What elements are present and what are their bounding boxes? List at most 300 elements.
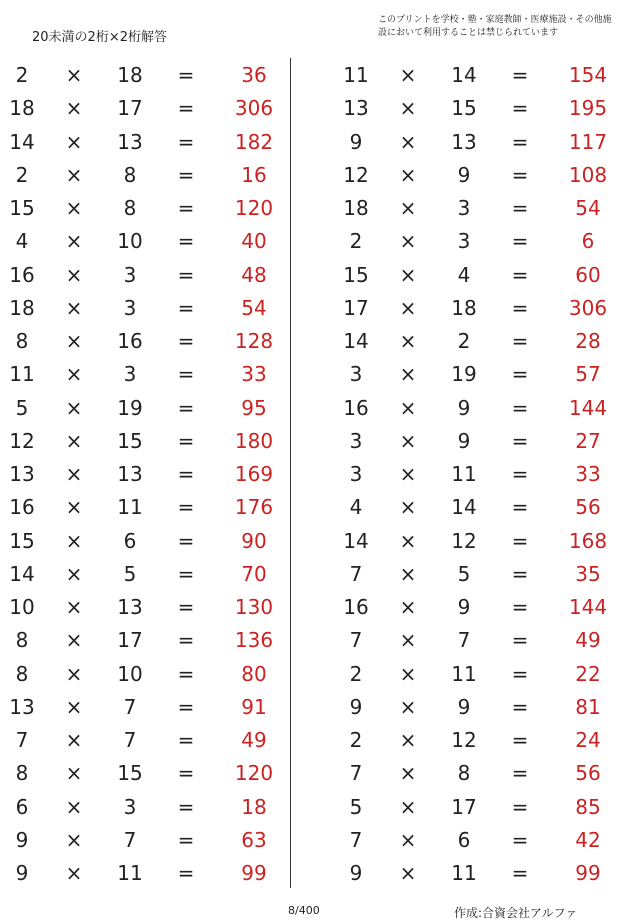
answer: 108 [568, 162, 608, 187]
times-sign: × [65, 694, 83, 719]
operand-b: 9 [457, 694, 471, 719]
operand-b: 7 [123, 827, 137, 852]
problem-row [334, 357, 624, 390]
problem-row [0, 324, 290, 357]
equals-sign: = [177, 827, 195, 852]
operand-a: 8 [15, 661, 29, 686]
answer: 54 [241, 295, 267, 320]
equals-sign: = [177, 262, 195, 287]
times-sign: × [399, 162, 417, 187]
times-sign: × [399, 827, 417, 852]
problem-row [0, 524, 290, 557]
problem-row [0, 258, 290, 291]
times-sign: × [399, 561, 417, 586]
operand-a: 3 [349, 462, 363, 486]
operand-a: 11 [343, 63, 369, 87]
equals-sign: = [511, 694, 529, 719]
times-sign: × [65, 595, 83, 619]
operand-a: 14 [9, 129, 35, 154]
times-sign: × [399, 628, 417, 653]
answer: 136 [234, 628, 274, 653]
equals-sign: = [511, 861, 529, 885]
equals-sign: = [177, 229, 195, 254]
answer: 306 [568, 295, 608, 320]
problem-row [334, 723, 624, 756]
equals-sign: = [177, 295, 195, 320]
times-sign: × [399, 694, 417, 719]
operand-b: 11 [451, 661, 477, 686]
problem-row [334, 490, 624, 523]
times-sign: × [65, 63, 83, 87]
operand-a: 14 [343, 528, 369, 553]
problem-row [0, 457, 290, 490]
operand-b: 15 [451, 96, 477, 121]
operand-a: 18 [343, 196, 369, 220]
operand-b: 9 [457, 162, 471, 187]
operand-b: 11 [451, 861, 477, 885]
equals-sign: = [511, 295, 529, 320]
operand-b: 13 [117, 462, 143, 486]
problem-row [334, 524, 624, 557]
operand-b: 17 [451, 794, 477, 819]
operand-b: 14 [451, 63, 477, 87]
problem-row [334, 258, 624, 291]
answer: 95 [241, 395, 267, 420]
problem-row [334, 158, 624, 191]
operand-b: 3 [123, 794, 137, 819]
times-sign: × [399, 462, 417, 486]
answer: 35 [575, 561, 601, 586]
answer: 33 [575, 462, 601, 486]
answer: 56 [575, 761, 601, 786]
operand-a: 9 [15, 827, 29, 852]
left-problem-column [0, 58, 290, 889]
operand-b: 6 [457, 827, 471, 852]
equals-sign: = [177, 495, 195, 520]
answer: 120 [234, 196, 274, 220]
times-sign: × [399, 329, 417, 353]
equals-sign: = [511, 495, 529, 520]
operand-a: 13 [9, 462, 35, 486]
problem-row [334, 125, 624, 158]
operand-a: 7 [15, 728, 29, 752]
operand-a: 12 [9, 428, 35, 453]
problem-row [334, 856, 624, 889]
equals-sign: = [511, 162, 529, 187]
operand-a: 2 [15, 63, 29, 87]
problem-row [0, 690, 290, 723]
problem-row [334, 324, 624, 357]
equals-sign: = [511, 661, 529, 686]
times-sign: × [65, 661, 83, 686]
times-sign: × [399, 362, 417, 387]
operand-a: 3 [349, 362, 363, 387]
operand-a: 15 [9, 196, 35, 220]
problem-row [0, 357, 290, 390]
answer: 144 [568, 595, 608, 619]
operand-a: 2 [15, 162, 29, 187]
answer: 85 [575, 794, 601, 819]
times-sign: × [399, 129, 417, 154]
problem-row [334, 391, 624, 424]
times-sign: × [399, 428, 417, 453]
equals-sign: = [511, 395, 529, 420]
times-sign: × [65, 561, 83, 586]
operand-a: 7 [349, 827, 363, 852]
problem-row [334, 224, 624, 257]
problem-row [0, 756, 290, 789]
equals-sign: = [511, 528, 529, 553]
answer: 128 [234, 329, 274, 353]
problem-row [334, 590, 624, 623]
equals-sign: = [511, 561, 529, 586]
times-sign: × [65, 761, 83, 786]
right-problem-column [334, 58, 624, 889]
times-sign: × [65, 495, 83, 520]
equals-sign: = [177, 761, 195, 786]
operand-b: 11 [117, 861, 143, 885]
operand-b: 7 [123, 694, 137, 719]
operand-b: 3 [123, 295, 137, 320]
operand-b: 18 [117, 63, 143, 87]
answer: 81 [575, 694, 601, 719]
operand-b: 12 [451, 528, 477, 553]
problem-row [334, 657, 624, 690]
times-sign: × [65, 794, 83, 819]
operand-a: 7 [349, 628, 363, 653]
operand-a: 16 [9, 262, 35, 287]
operand-a: 8 [15, 329, 29, 353]
operand-a: 13 [343, 96, 369, 121]
times-sign: × [399, 295, 417, 320]
answer: 57 [575, 362, 601, 387]
operand-b: 7 [457, 628, 471, 653]
equals-sign: = [177, 728, 195, 752]
equals-sign: = [511, 428, 529, 453]
answer: 54 [575, 196, 601, 220]
equals-sign: = [511, 462, 529, 486]
operand-a: 18 [9, 96, 35, 121]
operand-b: 8 [457, 761, 471, 786]
operand-b: 3 [457, 229, 471, 254]
equals-sign: = [177, 96, 195, 121]
operand-a: 4 [15, 229, 29, 254]
equals-sign: = [177, 162, 195, 187]
answer: 27 [575, 428, 601, 453]
answer: 63 [241, 827, 267, 852]
times-sign: × [65, 196, 83, 220]
operand-a: 6 [15, 794, 29, 819]
operand-b: 13 [117, 129, 143, 154]
operand-b: 15 [117, 428, 143, 453]
operand-b: 7 [123, 728, 137, 752]
times-sign: × [65, 362, 83, 387]
operand-b: 13 [451, 129, 477, 154]
operand-a: 9 [349, 694, 363, 719]
equals-sign: = [177, 694, 195, 719]
equals-sign: = [177, 362, 195, 387]
operand-b: 17 [117, 96, 143, 121]
page-title: 20未満の2桁×2桁解答 [32, 30, 167, 45]
times-sign: × [399, 794, 417, 819]
problem-row [0, 224, 290, 257]
problem-row [0, 856, 290, 889]
operand-b: 15 [117, 761, 143, 786]
operand-a: 16 [343, 395, 369, 420]
answer: 70 [241, 561, 267, 586]
operand-a: 13 [9, 694, 35, 719]
operand-a: 7 [349, 761, 363, 786]
operand-a: 17 [343, 295, 369, 320]
equals-sign: = [511, 262, 529, 287]
operand-a: 12 [343, 162, 369, 187]
operand-b: 19 [451, 362, 477, 387]
operand-a: 4 [349, 495, 363, 520]
equals-sign: = [511, 96, 529, 121]
problem-row [334, 690, 624, 723]
operand-a: 5 [349, 794, 363, 819]
equals-sign: = [511, 329, 529, 353]
problem-row [0, 191, 290, 224]
operand-b: 3 [123, 362, 137, 387]
times-sign: × [65, 329, 83, 353]
equals-sign: = [177, 628, 195, 653]
problem-row [0, 391, 290, 424]
times-sign: × [399, 661, 417, 686]
operand-b: 3 [123, 262, 137, 287]
problem-row [0, 58, 290, 91]
operand-a: 8 [15, 628, 29, 653]
problem-row [334, 424, 624, 457]
equals-sign: = [511, 628, 529, 653]
problem-row [0, 590, 290, 623]
operand-a: 18 [9, 295, 35, 320]
times-sign: × [399, 262, 417, 287]
problem-row [334, 91, 624, 124]
answer: 49 [575, 628, 601, 653]
operand-b: 5 [123, 561, 137, 586]
answer: 6 [581, 229, 595, 254]
answer: 40 [241, 229, 267, 254]
operand-b: 9 [457, 595, 471, 619]
times-sign: × [399, 495, 417, 520]
answer: 33 [241, 362, 267, 387]
operand-b: 16 [117, 329, 143, 353]
problem-row [0, 790, 290, 823]
equals-sign: = [177, 528, 195, 553]
answer: 99 [575, 861, 601, 885]
problem-row [0, 158, 290, 191]
answer: 99 [241, 861, 267, 885]
operand-b: 9 [457, 395, 471, 420]
problem-row [334, 557, 624, 590]
answer: 117 [568, 129, 608, 154]
operand-b: 8 [123, 196, 137, 220]
operand-a: 16 [343, 595, 369, 619]
equals-sign: = [177, 129, 195, 154]
operand-b: 5 [457, 561, 471, 586]
answer: 42 [575, 827, 601, 852]
times-sign: × [65, 395, 83, 420]
problem-row [0, 125, 290, 158]
page-number: 8/400 [288, 904, 320, 917]
times-sign: × [65, 162, 83, 187]
operand-a: 9 [349, 861, 363, 885]
equals-sign: = [511, 63, 529, 87]
equals-sign: = [177, 861, 195, 885]
problem-row [334, 58, 624, 91]
answer: 168 [568, 528, 608, 553]
times-sign: × [65, 462, 83, 486]
answer: 24 [575, 728, 601, 752]
times-sign: × [65, 229, 83, 254]
answer: 60 [575, 262, 601, 287]
answer: 28 [575, 329, 601, 353]
answer: 195 [568, 96, 608, 121]
problem-row [334, 291, 624, 324]
times-sign: × [399, 395, 417, 420]
answer: 176 [234, 495, 274, 520]
times-sign: × [399, 229, 417, 254]
problem-row [0, 823, 290, 856]
times-sign: × [65, 262, 83, 287]
operand-a: 9 [15, 861, 29, 885]
answer: 36 [241, 63, 267, 87]
operand-a: 8 [15, 761, 29, 786]
answer: 48 [241, 262, 267, 287]
operand-a: 15 [9, 528, 35, 553]
equals-sign: = [177, 395, 195, 420]
times-sign: × [65, 728, 83, 752]
operand-a: 16 [9, 495, 35, 520]
operand-a: 11 [9, 362, 35, 387]
usage-notice: このプリントを学校・塾・家庭教師・医療施設・その他施設において利用することは禁じられています [378, 15, 612, 38]
times-sign: × [399, 761, 417, 786]
answer: 91 [241, 694, 267, 719]
operand-b: 18 [451, 295, 477, 320]
operand-b: 3 [457, 196, 471, 220]
operand-b: 11 [117, 495, 143, 520]
operand-b: 12 [451, 728, 477, 752]
operand-a: 14 [9, 561, 35, 586]
operand-a: 9 [349, 129, 363, 154]
problem-row [0, 557, 290, 590]
times-sign: × [399, 196, 417, 220]
equals-sign: = [177, 196, 195, 220]
equals-sign: = [511, 362, 529, 387]
problem-row [334, 823, 624, 856]
problem-row [334, 623, 624, 656]
column-divider [290, 58, 291, 888]
operand-a: 14 [343, 329, 369, 353]
problem-row [0, 723, 290, 756]
operand-b: 19 [117, 395, 143, 420]
operand-b: 10 [117, 661, 143, 686]
equals-sign: = [177, 428, 195, 453]
answer: 182 [234, 129, 274, 154]
times-sign: × [65, 827, 83, 852]
operand-a: 2 [349, 229, 363, 254]
problem-row [334, 790, 624, 823]
problem-row [334, 191, 624, 224]
answer: 144 [568, 395, 608, 420]
times-sign: × [65, 628, 83, 653]
problem-row [0, 623, 290, 656]
problem-row [0, 91, 290, 124]
operand-b: 10 [117, 229, 143, 254]
answer: 90 [241, 528, 267, 553]
operand-b: 2 [457, 329, 471, 353]
equals-sign: = [177, 63, 195, 87]
operand-a: 15 [343, 262, 369, 287]
times-sign: × [65, 129, 83, 154]
answer: 56 [575, 495, 601, 520]
answer: 120 [234, 761, 274, 786]
answer: 22 [575, 661, 601, 686]
operand-b: 4 [457, 262, 471, 287]
times-sign: × [65, 96, 83, 121]
times-sign: × [65, 528, 83, 553]
answer: 130 [234, 595, 274, 619]
times-sign: × [65, 295, 83, 320]
answer: 306 [234, 96, 274, 121]
equals-sign: = [511, 794, 529, 819]
operand-a: 2 [349, 661, 363, 686]
equals-sign: = [511, 761, 529, 786]
operand-a: 10 [9, 595, 35, 619]
operand-b: 6 [123, 528, 137, 553]
times-sign: × [399, 728, 417, 752]
times-sign: × [399, 63, 417, 87]
operand-b: 11 [451, 462, 477, 486]
operand-a: 2 [349, 728, 363, 752]
equals-sign: = [177, 561, 195, 586]
operand-b: 14 [451, 495, 477, 520]
equals-sign: = [177, 329, 195, 353]
problem-row [0, 490, 290, 523]
problem-row [0, 657, 290, 690]
times-sign: × [399, 861, 417, 885]
answer: 16 [241, 162, 267, 187]
times-sign: × [399, 528, 417, 553]
operand-a: 7 [349, 561, 363, 586]
equals-sign: = [511, 728, 529, 752]
times-sign: × [399, 96, 417, 121]
answer: 49 [241, 728, 267, 752]
equals-sign: = [511, 595, 529, 619]
problem-row [0, 424, 290, 457]
operand-b: 9 [457, 428, 471, 453]
answer: 154 [568, 63, 608, 87]
operand-b: 13 [117, 595, 143, 619]
author-credit: 作成:合資会社アルファ [454, 906, 578, 920]
equals-sign: = [511, 129, 529, 154]
operand-a: 3 [349, 428, 363, 453]
operand-b: 17 [117, 628, 143, 653]
answer: 169 [234, 462, 274, 486]
equals-sign: = [177, 794, 195, 819]
equals-sign: = [511, 827, 529, 852]
times-sign: × [65, 428, 83, 453]
operand-b: 8 [123, 162, 137, 187]
equals-sign: = [511, 196, 529, 220]
equals-sign: = [177, 462, 195, 486]
equals-sign: = [177, 595, 195, 619]
operand-a: 5 [15, 395, 29, 420]
answer: 18 [241, 794, 267, 819]
equals-sign: = [177, 661, 195, 686]
problem-row [0, 291, 290, 324]
